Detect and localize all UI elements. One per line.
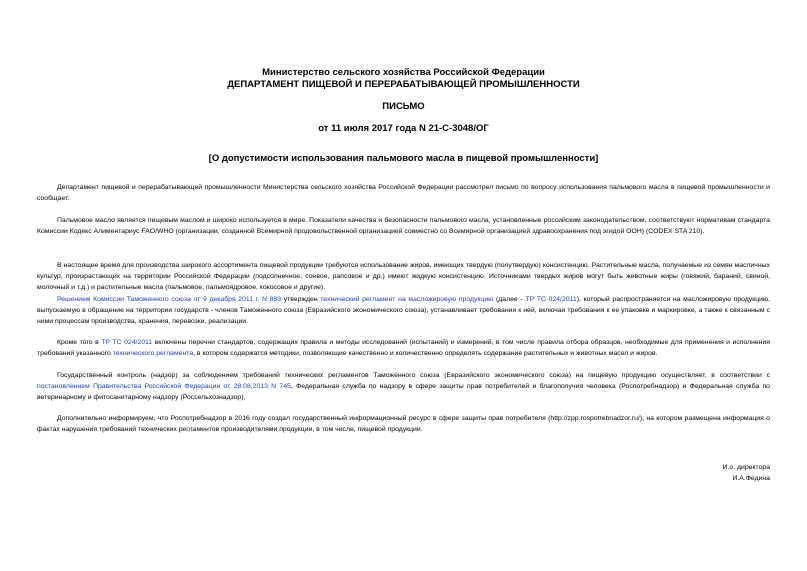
link-tr-ts-024[interactable]: ТР ТС 024/2011 [101,339,153,346]
department-name: ДЕПАРТАМЕНТ ПИЩЕВОЙ И ПЕРЕРАБАТЫВАЮЩЕЙ ПРОМЫШЛЕННОСТИ [227,79,580,90]
paragraph-text: утвержден [281,296,321,303]
document-subject: [О допустимости использования пальмового масла в пищевой промышленности] [208,153,599,164]
paragraph-text: Государственный контроль (надзор) за соблюдением требований технических регламентов Таможенного союза (Евразийского экономического союза) на пищевую продукцию осуществляет, в соответствии с [57,372,770,379]
paragraph-text: (далее - [493,296,526,303]
signature-title: И.о. директора [722,464,770,471]
paragraph-text: , в котором содержатся методики, позволяющие качественно и количественно определять содержание растительных и животных масел и жиров. [193,350,658,357]
link-tr-ts-024[interactable]: ТР ТС 024/2011 [525,296,577,303]
link-decision-883[interactable]: Решением Комиссии Таможенного союза от 9 декабря 2011 г. N 883 [57,296,282,303]
paragraph-intro: Департамент пищевой и перерабатывающей промышленности Министерства сельского хозяйства Российской Федерации рассмотрел письмо по вопросу использования пальмового масла в пищевой промышленности и сообщает. [37,184,770,202]
link-government-decree-745[interactable]: постановлением Правительства Российской Федерации от 28.08.2013 N 745 [37,383,291,390]
document-date-number: от 11 июля 2017 года N 21-С-3048/ОГ [318,123,489,134]
paragraph-text: Кроме того в [57,339,102,346]
paragraph-text: ), который распространяется на масложировую продукцию, выпускаемую в обращение на территории государств - членов Таможенного союза (Евразийского экономического союза), устанавливает требования к ней, включая требования к ее упаковке и маркировке, а также к связанным с ними процессам производства, хранения, перевозки, реализации. [37,296,771,325]
link-tech-regulation[interactable]: технический регламент на масложировую продукцию [320,296,494,303]
paragraph-additional-info: Дополнительно информируем, что Роспотребнадзор в 2016 году создал государственный информационный ресурс в сфере защиты прав потребителя (http://zpp.rospotrebnadzor.ru/), на котором размещена информация о фактах нарушения требований технических регламентов производителями продукции, в том числе, пищевой продукции. [37,415,770,433]
document-type: ПИСЬМО [382,101,425,112]
link-technical-regulation[interactable]: технического регламента [112,350,194,357]
signature-name: И.А.Федина [732,475,770,482]
paragraph-solid-fats: В настоящее время для производства широкого ассортимента пищевой продукции требуются использование жиров, имеющих твердую (полутвердую) консистенцию. Растительные масла, получаемые из семян масличных культур, произрастающих на территории Российской Федерации (подсолнечное, соевое, рапсовое и др.) имеют жидкую консистенцию. Источниками твердых жиров могут быть животные жиры (говяжий, бараний, свиной, молочный и т.д.) и растительные масла (пальмовое, пальмоядровое, кокосовое и другие). [37,262,770,291]
ministry-name: Министерство сельского хозяйства Российской Федерации [262,67,545,78]
paragraph-text: , Федеральная служба по надзору в сфере защиты прав потребителей и благополучия человека (Роспотребнадзор) и Федеральная служба по ветеринарному и фитосанитарному надзору (Россельхознадзор). [37,383,770,401]
paragraph-palm-oil-quality: Пальмовое масло является пищевым маслом и широко используется в мире. Показатели качества и безопасности пальмового масла, установленные российским законодательством, соответствуют нормативам стандарта Комиссии Кодекс Алиментариус FAO/WHO (организации, созданной Всемирной продовольственной организацией совместно со Всемирной организацией здравоохранения под эгидой ООН) (CODEX STA 210). [37,217,770,235]
paragraph-text: включены перечни стандартов, содержащих правила и методы исследований (испытаний) и измерений, в том числе правила отбора образцов, необходимые для применения и исполнения требований указанного [37,339,770,357]
paragraph-tech-regulation [37,294,770,327]
paragraph-standards [37,337,770,359]
paragraph-state-control [37,370,770,403]
